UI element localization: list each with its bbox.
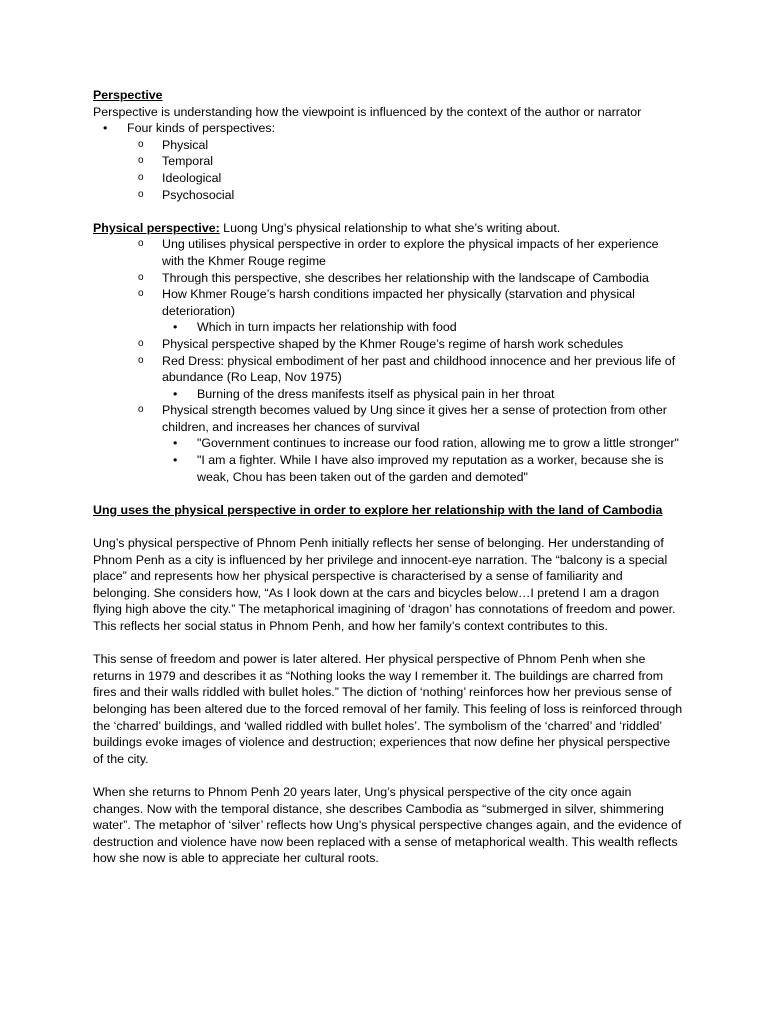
list-item: • Which in turn impacts her relationship with food	[173, 320, 457, 335]
list-item: • "Government continues to increase our food ration, allowing me to grow a little stronger"	[173, 436, 679, 451]
bullet-icon: •	[173, 320, 178, 335]
bullet-icon: •	[103, 121, 108, 136]
bullet-icon: •	[173, 386, 178, 401]
list-item: o How Khmer Rouge’s harsh conditions impacted her physically (starvation and physical deterioration)	[138, 287, 635, 318]
list-item: o Physical	[138, 137, 209, 152]
bullet-icon: •	[173, 436, 178, 451]
list-item: • Burning of the dress manifests itself as physical pain in her throat	[173, 386, 555, 401]
essay-paragraph-1: Ung’s physical perspective of Phnom Penh initially reflects her sense of belonging. Her understanding of Phnom Penh as a city is influenced by her privilege and innocent-eye narration. The “balcony is a special place” and represents how her physical perspective is characterised by a sense of familiarity and belonging. She considers how, “As I look down at the cars and bicycles below…I pretend I am a dragon flying high above the city.” The metaphorical imagining of ‘dragon’ has connotations of freedom and power. This reflects her social status in Phnom Penh, and how her family’s context contributes to this.	[93, 536, 676, 633]
essay-paragraph-2: This sense of freedom and power is later altered. Her physical perspective of Phnom Penh when she returns in 1979 and describes it as “Nothing looks the way I remember it. The buildings are charred from fires and their walls riddled with bullet holes.” The diction of ‘nothing’ reinforces how her previous sense of belonging has been altered due to the forced removal of her family. This feeling of loss is reinforced through the ‘charred’ buildings, and ‘walled riddled with bullet holes’. The symbolism of the ‘charred’ and ‘riddled’ buildings evoke images of violence and destruction; experiences that now define her physical perspective of the city.	[93, 652, 683, 766]
physical-perspective-label: Physical perspective:	[93, 220, 220, 235]
circle-bullet-icon: o	[138, 271, 144, 283]
list-item: o Through this perspective, she describes her relationship with the landscape of Cambodia	[138, 270, 649, 285]
list-item: o Temporal	[138, 154, 213, 169]
list-item: o Red Dress: physical embodiment of her past and childhood innocence and her previous life of abundance (Ro Leap, Nov 1975)	[138, 353, 676, 385]
bullet-icon: •	[173, 453, 178, 468]
essay-paragraph-3: When she returns to Phnom Penh 20 years later, Ung’s physical perspective of the city once again changes. Now with the temporal distance, she describes Cambodia as “submerged in silver, shimmering water”. The metaphor of ‘silver’ reflects how Ung’s physical perspective changes again, and the evidence of destruction and violence have now been replaced with a sense of metaphorical wealth. This wealth reflects how she now is able to appreciate her cultural roots.	[93, 784, 682, 866]
list-item: o Psychosocial	[138, 187, 235, 202]
list-item: o Physical perspective shaped by the Khmer Rouge’s regime of harsh work schedules	[138, 336, 624, 351]
list-item: o Ideological	[138, 170, 222, 185]
circle-bullet-icon: o	[138, 404, 144, 416]
circle-bullet-icon: o	[138, 171, 144, 183]
circle-bullet-icon: o	[138, 238, 144, 250]
circle-bullet-icon: o	[138, 188, 144, 200]
page-heading: Perspective	[93, 88, 163, 102]
circle-bullet-icon: o	[138, 288, 144, 300]
physical-perspective-intro: Physical perspective: Luong Ung’s physical relationship to what she’s writing about.	[93, 220, 561, 235]
circle-bullet-icon: o	[138, 354, 144, 366]
list-item: • Four kinds of perspectives:	[103, 121, 276, 136]
circle-bullet-icon: o	[138, 337, 144, 349]
list-item: o Physical strength becomes valued by Ung since it gives her a sense of protection from other children, and increases her chances of survival	[138, 403, 667, 434]
list-item: o Ung utilises physical perspective in order to explore the physical impacts of her experience with the Khmer Rouge regime	[138, 237, 659, 268]
circle-bullet-icon: o	[138, 155, 144, 167]
physical-points-list	[93, 236, 683, 485]
document-page	[93, 87, 683, 867]
definition-text: Perspective is understanding how the viewpoint is influenced by the context of the author or narrator	[93, 104, 642, 119]
essay-heading: Ung uses the physical perspective in order to explore her relationship with the land of Cambodia	[93, 502, 663, 517]
list-item: • "I am a fighter. While I have also improved my reputation as a worker, because she is weak, Chou has been taken out of the garden and demoted"	[173, 453, 664, 484]
circle-bullet-icon: o	[138, 138, 144, 150]
kinds-list	[93, 120, 683, 203]
